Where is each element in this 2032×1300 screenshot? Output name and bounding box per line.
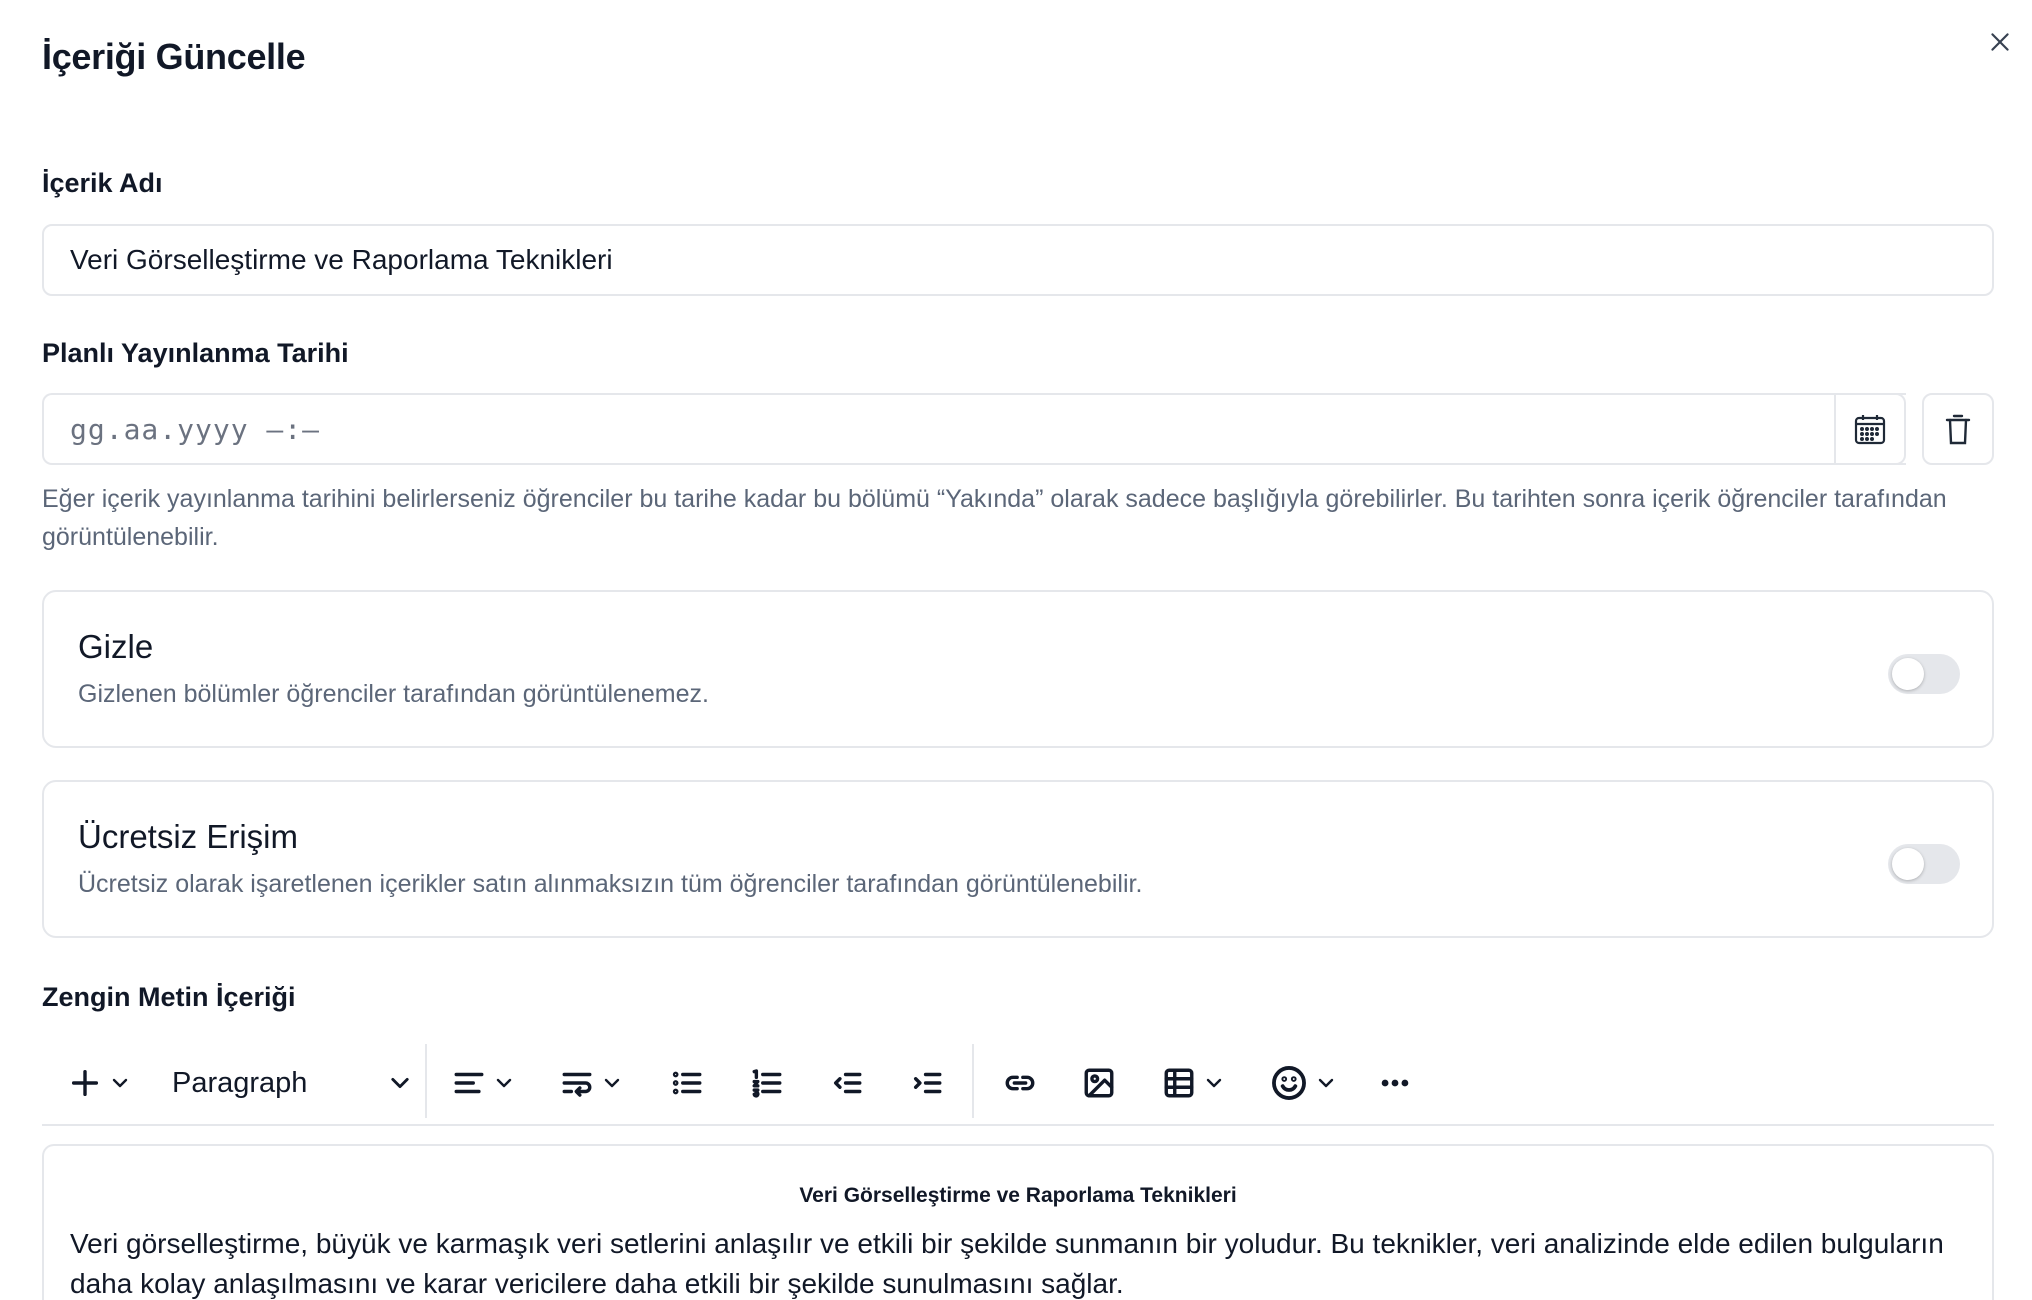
toolbar-divider (425, 1044, 427, 1118)
chevron-down-icon (1316, 1073, 1336, 1093)
free-access-toggle[interactable] (1888, 844, 1960, 884)
image-icon (1082, 1066, 1116, 1100)
chevron-down-icon (110, 1073, 130, 1093)
editor-heading: Veri Görselleştirme ve Raporlama Teknikleri (799, 1184, 1237, 1207)
publish-date-input[interactable]: gg.aa.yyyy —:— (42, 393, 1906, 465)
image-button[interactable] (1082, 1040, 1116, 1126)
content-name-input[interactable]: Veri Görselleştirme ve Raporlama Teknikleri (42, 224, 1994, 296)
content-name-label: İçerik Adı (42, 168, 163, 198)
plus-icon (68, 1066, 102, 1100)
chevron-down-icon (388, 1071, 412, 1095)
numbered-list-icon (750, 1066, 784, 1100)
publish-date-helper: Eğer içerik yayınlanma tarihini belirlerseniz öğrenciler bu tarihe kadar bu bölümü “Yakında” olarak sadece başlığıyla görebilirler. Bu tarihten sonra içerik öğrenciler tarafından görüntülenebilir. (42, 485, 1947, 551)
hide-toggle[interactable] (1888, 654, 1960, 694)
publish-date-row (42, 393, 1994, 465)
toggle-knob (1892, 658, 1924, 690)
calendar-button[interactable] (1834, 393, 1906, 465)
calendar-icon (1852, 411, 1888, 447)
insert-block-button[interactable] (68, 1040, 130, 1126)
block-type-label: Paragraph (172, 1066, 308, 1099)
hide-card (42, 590, 1994, 748)
toggle-knob (1892, 848, 1924, 880)
more-icon (1378, 1066, 1412, 1100)
free-access-title: Ücretsiz Erişim (78, 818, 298, 855)
free-access-description: Ücretsiz olarak işaretlenen içerikler satın alınmaksızın tüm öğrenciler tarafından görüntülenebilir. (78, 870, 1143, 898)
table-button[interactable] (1162, 1040, 1224, 1126)
align-button[interactable] (452, 1040, 514, 1126)
emoji-icon (1270, 1064, 1308, 1102)
outdent-icon (830, 1066, 864, 1100)
outdent-button[interactable] (830, 1040, 864, 1126)
toolbar-divider (972, 1044, 974, 1118)
align-left-icon (452, 1066, 486, 1100)
close-button[interactable] (1980, 22, 2020, 62)
block-type-select[interactable] (172, 1040, 412, 1126)
more-options-button[interactable] (1378, 1040, 1412, 1126)
link-button[interactable] (1000, 1040, 1040, 1126)
editor-paragraph: Veri görselleştirme, büyük ve karmaşık veri setlerini anlaşılır ve etkili bir şekilde sunmanın bir yoludur. Bu teknikler, veri analizinde elde edilen bulguların daha kolay anlaşılmasını ve karar vericilere daha etkili bir şekilde sunulmasını sağlar. (70, 1228, 1944, 1299)
indent-icon (910, 1066, 944, 1100)
publish-date-label: Planlı Yayınlanma Tarihi (42, 338, 349, 368)
clear-date-button[interactable] (1922, 393, 1994, 465)
chevron-down-icon (494, 1073, 514, 1093)
chevron-down-icon (1204, 1073, 1224, 1093)
trash-icon (1940, 411, 1976, 447)
table-icon (1162, 1066, 1196, 1100)
dialog-title: İçeriği Güncelle (42, 36, 306, 77)
text-wrap-icon (560, 1066, 594, 1100)
text-wrap-button[interactable] (560, 1040, 622, 1126)
indent-button[interactable] (910, 1040, 944, 1126)
chevron-down-icon (602, 1073, 622, 1093)
numbered-list-button[interactable] (750, 1040, 784, 1126)
rich-text-label: Zengin Metin İçeriği (42, 982, 296, 1012)
rich-text-editor[interactable] (42, 1144, 1994, 1300)
editor-toolbar (42, 1040, 1994, 1126)
free-access-card (42, 780, 1994, 938)
hide-description: Gizlenen bölümler öğrenciler tarafından görüntülenemez. (78, 680, 709, 708)
emoji-button[interactable] (1270, 1040, 1336, 1126)
hide-title: Gizle (78, 628, 154, 665)
bullet-list-button[interactable] (670, 1040, 704, 1126)
link-icon (1000, 1066, 1040, 1100)
bullet-list-icon (670, 1066, 704, 1100)
close-icon (1987, 29, 2013, 55)
